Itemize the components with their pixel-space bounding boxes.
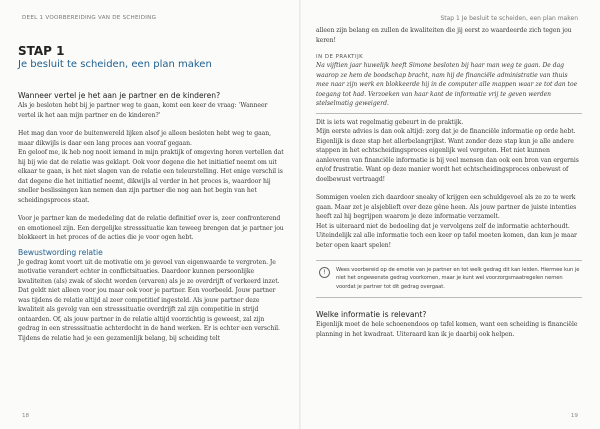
paragraph: Het is uiteraard niet de bedoeling dat je vervolgens zelf de informatie achterhoudt. Uiteindelijk zal alle informatie toch een keer op tafel moeten komen, dan kun je maar beter open kaart spelen! [316, 222, 577, 249]
paragraph: Sommigen voelen zich daardoor sneaky of krijgen een schuldgevoel als ze zo te werk gaan. Maar zet je alsjeblieft over deze gêne heen. Als jouw partner de juiste intenties heeft zal hij begrijpen waarom je deze informatie verzamelt. [316, 194, 577, 220]
paragraph: Eigenlijk moet de hele schoenendoos op tafel komen, want een scheiding is financiële planning in het kwadraat. Uiteraard kan ik je daarbij ook helpen. [316, 321, 578, 338]
paragraph: Mijn eerste advies is dan ook altijd: zorg dat je de financiële informatie op orde hebt. Eigenlijk is deze stap het allerbelangrijkst. Want zonder deze stap kun je alle andere stappen in het echtscheidingsproces eigenlijk wel vergeten. Het niet kunnen aanleveren van financiële informatie is bij veel mensen dan ook een bron van ergernis en/of frustratie. Want op deze manier wordt het echtscheidingsproces onbewust of doelbewust vertraagd! [316, 128, 579, 183]
right-page [300, 0, 600, 429]
page-number-left: 18 [22, 413, 30, 419]
paragraph: En geloof me, ik heb nog nooit iemand in mijn praktijk of omgeving horen vertellen dat hij bij wie dat de relatie was geklapt. Ook voor degene die het initiatief neemt om uit elkaar te gaan, is het niet slagen van de relatie een teleurstelling. Het enige verschil is dat degene die het initiatief neemt, dikwijls al verder in het proces is, waardoor hij sneller beslissingen kan nemen dan zijn partner die nog aan het begin van het scheidingsproces staat. [18, 149, 284, 204]
left-column [18, 44, 284, 343]
heading-awareness: Bewustwording relatie [18, 247, 103, 257]
tip-box [316, 260, 582, 298]
paragraph: Je gedrag komt voort uit de motivatie om je gevoel van eigenwaarde te vergroten. Je motivatie verandert echter in conflictsituaties. Daardoor kunnen persoonlijke kwaliteiten (als) zwak of slecht worden (ervaren) als je ze overdrijft of verkeerd inzet. Dat geldt niet alleen voor jou maar ook voor je partner. Een voorbeeld. Jouw partner was tijdens de relatie altijd al zeer competitief ingesteld. Als jouw partner deze kwaliteit als gevolg van een stresssituatie overdrijft zal zijn competitie in strijd ontaarden. Of, als jouw partner in de relatie altijd voorzichtig is geweest, zal zijn gedrag in een stresssituatie achterdocht in de hand werken. Er is echter een verschil. Tijdens de relatie had je een gezamenlijk belang, bij scheiding telt [18, 258, 280, 342]
paragraph: alleen zijn belang en zullen de kwaliteiten die jij eerst zo waardeerde zich tegen jou keren! [316, 27, 572, 44]
paragraph: Als je besloten hebt bij je partner weg te gaan, komt een keer de vraag: ‘Wanneer vertel ik het aan mijn partner en de kinderen?’ [18, 102, 268, 119]
running-head-right: Stap 1 Je besluit te scheiden, een plan maken [440, 15, 578, 22]
tip-text: Wees voorbereid op de emotie van je partner en tot welk gedrag dit kan leiden. Hiermee kun je niet het ongewenste gedrag voorkomen, maar je kunt wel voorzorgsmaatregelen nemen voordat je partner tot dit gedrag overgaat. [336, 267, 580, 290]
heading-relevant-info: Welke informatie is relevant? [316, 310, 427, 320]
practice-example: Na vijftien jaar huwelijk heeft Simone besloten bij haar man weg te gaan. De dag waarop ze hem de boodschap bracht, nam hij de financiële administratie van thuis mee naar zijn werk en blokkeerde hij in de computer alle mappen waar ze tot dan toe toegang tot had. Verzoeken van haar kant de informatie vrij te geven werden stelselmatig geweigerd. [316, 61, 582, 114]
page-number-right: 19 [570, 413, 578, 419]
tip-icon: ! [319, 267, 330, 278]
heading-when-tell: Wanneer vertel je het aan je partner en de kinderen? [18, 91, 221, 100]
chapter-title: Je besluit te scheiden, een plan maken [18, 59, 212, 70]
paragraph: Het mag dan voor de buitenwereld lijken alsof je alleen besloten hebt weg te gaan, maar dikwijls is daar een lang proces aan vooraf gegaan. [18, 130, 272, 147]
running-head-left: DEEL 1 VOORBEREIDING VAN DE SCHEIDING [22, 15, 157, 21]
practice-heading: IN DE PRAKTIJK [316, 54, 364, 60]
paragraph: Voor je partner kan de mededeling dat de relatie definitief over is, zeer confronterend en emotioneel zijn. Een dergelijke stresssituatie kan teweeg brengen dat je partner jou blokkeert in het proces of de acties die je voor ogen hebt. [18, 215, 284, 241]
right-column [316, 26, 582, 339]
paragraph: Dit is iets wat regelmatig gebeurt in de praktijk. [316, 118, 464, 126]
step-number: STAP 1 [18, 44, 65, 58]
